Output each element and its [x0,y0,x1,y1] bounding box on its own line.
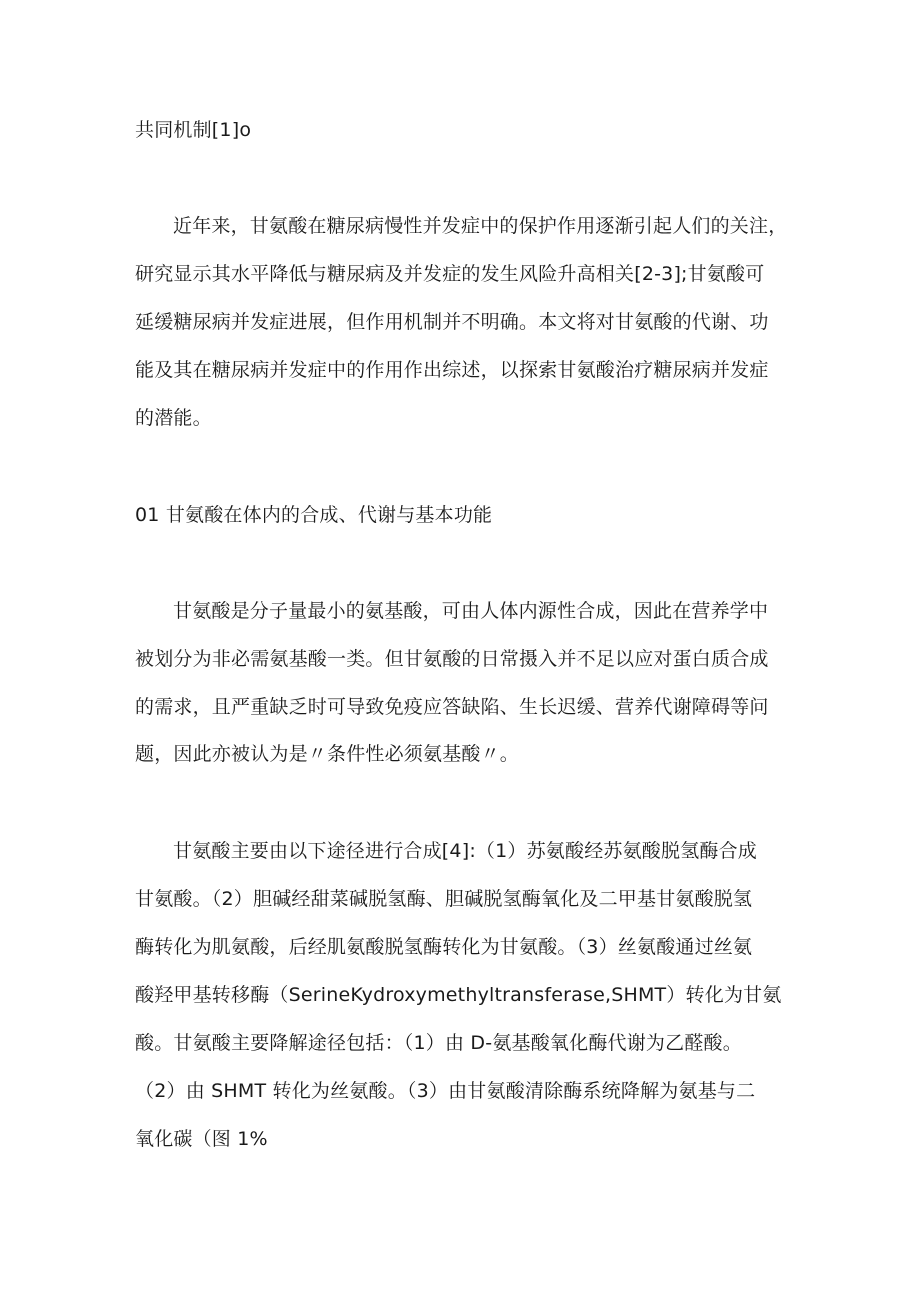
paragraph-1-line-1: 近年来，甘氨酸在糖尿病慢性并发症中的保护作用逐渐引起人们的关注， [173,215,788,237]
paragraph-3-line-7: 氧化碳（图 1% [135,1128,268,1150]
paragraph-2-line-1: 甘氨酸是分子量最小的氨基酸，可由人体内源性合成，因此在营养学中 [173,600,769,622]
paragraph-3-line-1: 甘氨酸主要由以下途径进行合成[4]:（1）苏氨酸经苏氨酸脱氢酶合成 [173,840,758,862]
paragraph-3-line-3: 酶转化为肌氨酸，后经肌氨酸脱氢酶转化为甘氨酸。（3）丝氨酸通过丝氨 [135,936,753,958]
paragraph-1-line-3: 延缓糖尿病并发症进展，但作用机制并不明确。本文将对甘氨酸的代谢、功 [135,311,769,333]
paragraph-1-line-5: 的潜能。 [135,407,212,429]
section-heading: 01 甘氨酸在体内的合成、代谢与基本功能 [135,504,493,526]
paragraph-fragment-line: 共同机制[1]o [135,119,252,141]
paragraph-2-line-3: 的需求，且严重缺乏时可导致免疫应答缺陷、生长迟缓、营养代谢障碍等问 [135,696,769,718]
paragraph-3-line-5: 酸。甘氨酸主要降解途径包括：（1）由 D-氨基酸氧化酶代谢为乙醛酸。 [135,1032,742,1054]
paragraph-1-line-2: 研究显示其水平降低与糖尿病及并发症的发生风险升高相关[2-3];甘氨酸可 [135,263,765,285]
paragraph-1-line-4: 能及其在糖尿病并发症中的作用作出综述，以探索甘氨酸治疗糖尿病并发症 [135,359,769,381]
paragraph-3-line-2: 甘氨酸。（2）胆碱经甜菜碱脱氢酶、胆碱脱氢酶氧化及二甲基甘氨酸脱氢 [135,888,753,910]
paragraph-2-line-4: 题，因此亦被认为是〃条件性必须氨基酸〃。 [135,743,520,765]
paragraph-2-line-2: 被划分为非必需氨基酸一类。但甘氨酸的日常摄入并不足以应对蛋白质合成 [135,648,769,670]
paragraph-3-line-6: （2）由 SHMT 转化为丝氨酸。（3）由甘氨酸清除酶系统降解为氨基与二 [135,1080,756,1102]
paragraph-3-line-4: 酸羟甲基转移酶（SerineKydroxymethyltransferase,SHMT）转化为甘氨 [135,984,782,1006]
